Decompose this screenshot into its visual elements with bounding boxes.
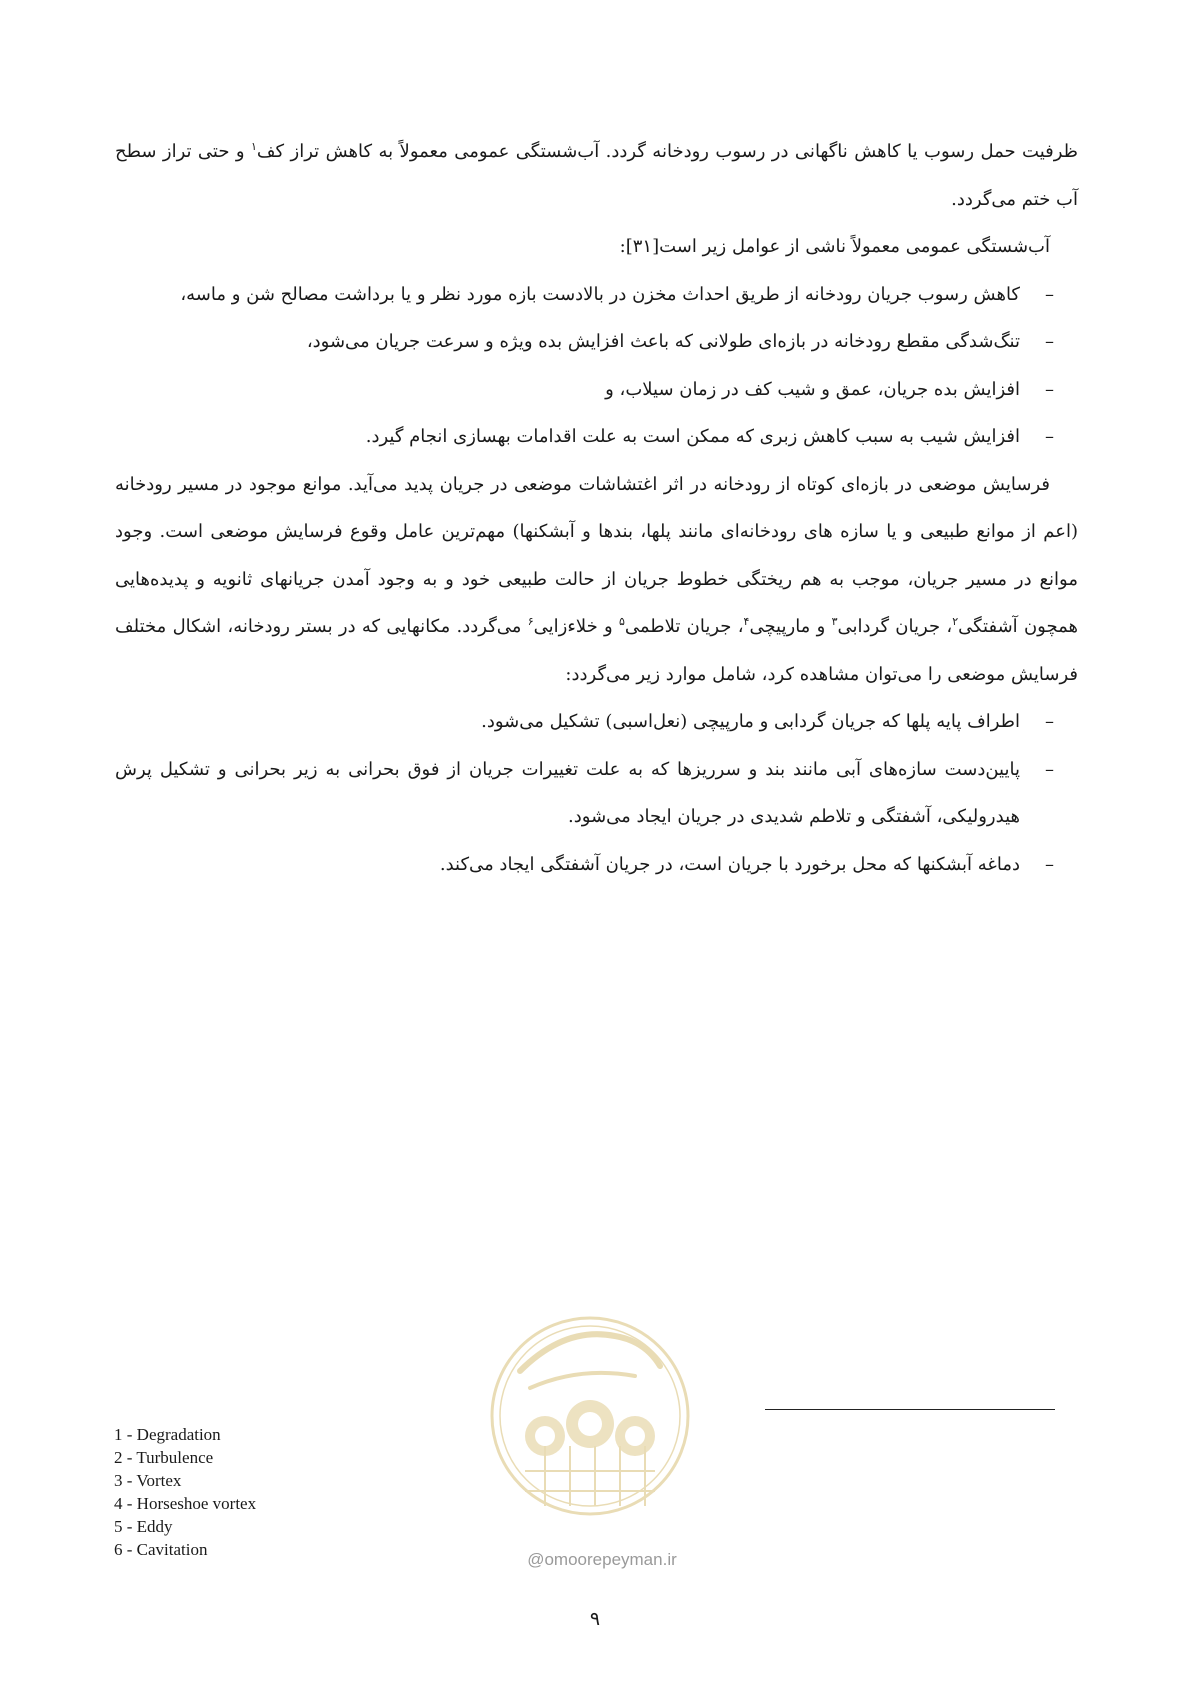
footnote-ref-3: ۳: [831, 615, 838, 628]
list-item: [115, 841, 1054, 889]
footnote-separator: [765, 1409, 1055, 1410]
list-item-text: کاهش رسوب جریان رودخانه از طریق احداث مخزن در بالادست بازه مورد نظر و یا برداشت مصالح شن و ماسه،: [180, 283, 1020, 305]
bullet-dash: –: [1045, 331, 1054, 352]
bullet-dash: –: [1045, 283, 1054, 305]
paragraph-2: آب‌شستگی عمومی معمولاً ناشی از عوامل زیر است[۳۱]:: [619, 236, 1050, 257]
paragraph-1-text-a: ظرفیت حمل رسوب یا کاهش ناگهانی در رسوب رودخانه گردد. آب‌شستگی عمومی معمولاً به کاهش تراز کف: [256, 141, 1078, 162]
bullet-dash: –: [1045, 758, 1054, 780]
body-text: [115, 128, 1078, 888]
page-number: ۹: [589, 1608, 601, 1630]
list-item-text: افزایش شیب به سبب کاهش زبری که ممکن است به علت اقدامات بهسازی انجام گیرد.: [365, 426, 1020, 447]
footnote-ref-5: ۵: [618, 615, 625, 628]
paragraph-3-text: و خلاءزایی: [533, 616, 619, 637]
paragraph-3-text: ، جریان گردابی: [837, 616, 953, 637]
list-item: [115, 746, 1054, 841]
list-item: [115, 366, 1054, 414]
paragraph-3: [115, 461, 1078, 699]
footnote-ref-2: ۲: [952, 615, 959, 628]
paragraph-3-text: فرسایش موضعی در بازه‌ای کوتاه از رودخانه در اثر اغتشاشات موضعی در جریان پدید می‌آید. موانع موجود در مسیر رودخانه (اعم از موانع طبیعی و یا سازه های رودخانه‌ای مانند پلها، بندها و آبشکنها) مهم‌ترین عامل وقوع فرسایش موضعی است. وجود موانع در مسیر جریان، موجب به هم ریختگی خطوط جریان از حالت طبیعی خود و به وجود آمدن جریانهای ثانویه و پدیده‌هایی همچون آشفتگی: [115, 473, 1078, 637]
bullet-dash: –: [1045, 711, 1054, 732]
footnote-item: 4 - Horseshoe vortex: [114, 1494, 257, 1513]
list-item-text: افزایش بده جریان، عمق و شیب کف در زمان سیلاب، و: [605, 378, 1020, 400]
list-item-text: اطراف پایه پلها که جریان گردابی و مارپیچی (نعل‌اسبی) تشکیل می‌شود.: [481, 711, 1020, 732]
local-scour-locations-list: [115, 698, 1078, 888]
footnote-ref-4: ۴: [743, 615, 750, 628]
bullet-dash: –: [1045, 378, 1054, 400]
footnote-ref-1: ۱: [251, 140, 257, 153]
list-item: [115, 318, 1054, 366]
footnote-item: 5 - Eddy: [114, 1517, 173, 1536]
footnote-item: 6 - Cavitation: [114, 1540, 208, 1559]
list-item-text: تنگ‌شدگی مقطع رودخانه در بازه‌ای طولانی که باعث افزایش بده ویژه و سرعت جریان می‌شود،: [306, 331, 1020, 352]
list-item-text: دماغه آبشکنها که محل برخورد با جریان است، در جریان آشفتگی ایجاد می‌کند.: [439, 853, 1020, 875]
footnote-item: 3 - Vortex: [114, 1471, 182, 1490]
list-item: [115, 271, 1054, 319]
list-item-text: پایین‌دست سازه‌های آبی مانند بند و سرریزها که به علت تغییرات جریان از فوق بحرانی به زیر بحرانی و تشکیل پرش هیدرولیکی، آشفتگی و تلاطم شدیدی در جریان ایجاد می‌شود.: [115, 758, 1020, 827]
list-item: [115, 413, 1054, 461]
paragraph-3-text: می‌گردد. مکانهایی که در بستر رودخانه، اشکال مختلف فرسایش موضعی را می‌توان مشاهده کرد، شامل موارد زیر می‌گردد:: [115, 616, 1078, 685]
paragraph-3-text: ، جریان تلاطمی: [624, 616, 744, 637]
paragraph-3-text: و مارپیچی: [749, 616, 832, 637]
footnote-item: 1 - Degradation: [114, 1425, 221, 1444]
paragraph-1: [115, 128, 1078, 223]
footnote-item: 2 - Turbulence: [114, 1448, 214, 1467]
paragraph-1-text-b: و حتی تراز سطح آب ختم می‌گردد.: [115, 141, 1078, 210]
footnotes: [114, 1423, 256, 1561]
bullet-dash: –: [1045, 426, 1054, 447]
general-scour-causes-list: [115, 271, 1078, 461]
list-item: [115, 698, 1054, 746]
watermark-logo: [485, 1296, 695, 1556]
footnote-ref-6: ۶: [527, 615, 534, 628]
bullet-dash: –: [1045, 853, 1054, 875]
watermark-url: @omoorepeyman.ir: [527, 1550, 677, 1569]
